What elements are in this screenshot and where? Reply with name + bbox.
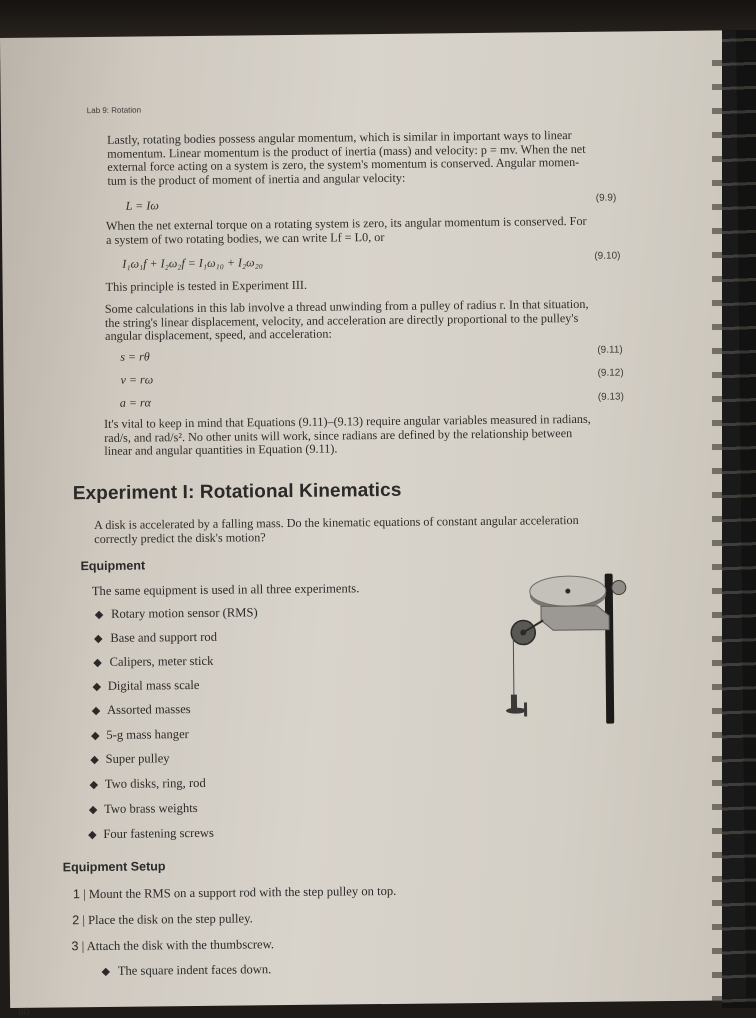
bullet-icon [91,732,99,740]
bullet-icon [90,781,98,789]
thumbscrew-knob [612,580,626,594]
text-line: When the net external torque on a rotating system is zero, its angular momentum is conserved. For [105,213,587,233]
text-line: tum is the product of moment of inertia and angular velocity: [107,170,406,188]
equipment-setup-heading: Equipment Setup [62,859,166,875]
step-number: 1 [72,887,81,902]
page-number: 80 [18,1006,30,1018]
text-line: Some calculations in this lab involve a thread unwinding from a pulley of radius r. In that situation, [104,296,589,316]
list-item: Digital mass scale [107,677,200,693]
step-text: Place the disk on the step pulley. [88,911,253,928]
hanger-base [506,708,526,714]
list-item: Calipers, meter stick [109,653,214,669]
running-head: Lab 9: Rotation [86,105,142,116]
text-line: a system of two rotating bodies, we can write Lf = L0, or [106,229,385,247]
step-number: 3 [71,939,79,954]
list-item: Super pulley [105,751,170,766]
experiment-intro [94,514,579,546]
equation-9-9: L = Iω [125,198,159,213]
spiral-binding [722,30,756,1008]
text-line: Lastly, rotating bodies possess angular momentum, which is similar in important ways to linear [106,128,572,147]
step-separator: | [83,887,89,902]
list-item: Rotary motion sensor (RMS) [110,605,258,621]
bullet-icon [93,683,101,691]
bullet-icon [92,707,100,715]
text-line: rad/s, and rad/s². No other units will work, since radians are defined by the relationship between [104,425,573,445]
equation-9-12: v = rω [120,372,154,387]
text-line: correctly predict the disk's motion? [94,529,266,546]
equipment-intro: The same equipment is used in all three experiments. [91,581,360,599]
hanger-post [524,703,527,717]
equipment-heading: Equipment [80,558,146,574]
list-item: Two disks, ring, rod [104,775,206,791]
binding-holes [712,60,722,1008]
step-text: Attach the disk with the thumbscrew. [86,937,275,954]
equation-9-13: a = rα [119,395,151,410]
equation-number: (9.12) [597,367,624,379]
bullet-icon [95,611,103,619]
step-separator: | [81,939,87,954]
list-item: Four fastening screws [103,825,214,841]
text-line: It's vital to keep in mind that Equations (9.11)–(9.13) require angular variables measured in radians, [103,411,591,431]
equation-9-10: I₁ω₁f + I₂ω₂f = I₁ω₁₀ + I₂ω₂₀ [122,255,263,271]
text-line: linear and angular quantities in Equation (9.11). [104,441,338,459]
text-line: A disk is accelerated by a falling mass. Do the kinematic equations of constant angular acceleration [94,512,579,533]
step-number: 2 [72,913,80,928]
paragraph-conservation [106,215,587,247]
paragraph-pulley [105,298,589,344]
support-rod [605,574,615,724]
text-line: angular displacement, speed, and acceleration: [105,326,332,344]
equation-number: (9.9) [595,192,617,204]
text-line: the string's linear displacement, velocity, and acceleration are directly proportional to the pulley's [104,310,579,330]
setup-step [73,884,396,902]
thread [513,637,514,695]
paragraph-experiment-three: This principle is tested in Experiment III. [105,277,308,294]
list-item: 5-g mass hanger [106,727,189,742]
setup-step [71,937,274,954]
mass-hanger [511,695,517,709]
bullet-icon [89,806,97,814]
bullet-icon [102,968,110,976]
equation-9-11: s = rθ [120,349,150,364]
equation-number: (9.10) [594,250,621,262]
setup-subitem: The square indent faces down. [117,962,272,978]
rotary-apparatus-illustration [501,569,643,730]
setup-step [72,911,253,928]
list-item: Two brass weights [104,800,198,816]
book-page [0,30,746,1018]
list-item: Base and support rod [110,629,218,645]
sensor-body [541,606,609,631]
bullet-icon [88,831,96,839]
bullet-icon [93,659,101,667]
bullet-icon [90,756,98,764]
bullet-icon [94,635,102,643]
equation-number: (9.13) [597,391,624,403]
text-line: external force acting on a system is zero, the system's momentum is conserved. Angular momen- [107,155,580,175]
experiment-heading: Experiment I: Rotational Kinematics [72,479,402,505]
paragraph-radians [104,413,591,459]
list-item: Assorted masses [106,702,191,717]
step-text: Mount the RMS on a support rod with the step pulley on top. [88,883,397,902]
equation-number: (9.11) [597,344,623,356]
paragraph-angular-momentum [107,129,586,188]
text-line: momentum. Linear momentum is the product of inertia (mass) and velocity: p = mv. When the net [107,141,586,161]
step-separator: | [82,913,89,928]
